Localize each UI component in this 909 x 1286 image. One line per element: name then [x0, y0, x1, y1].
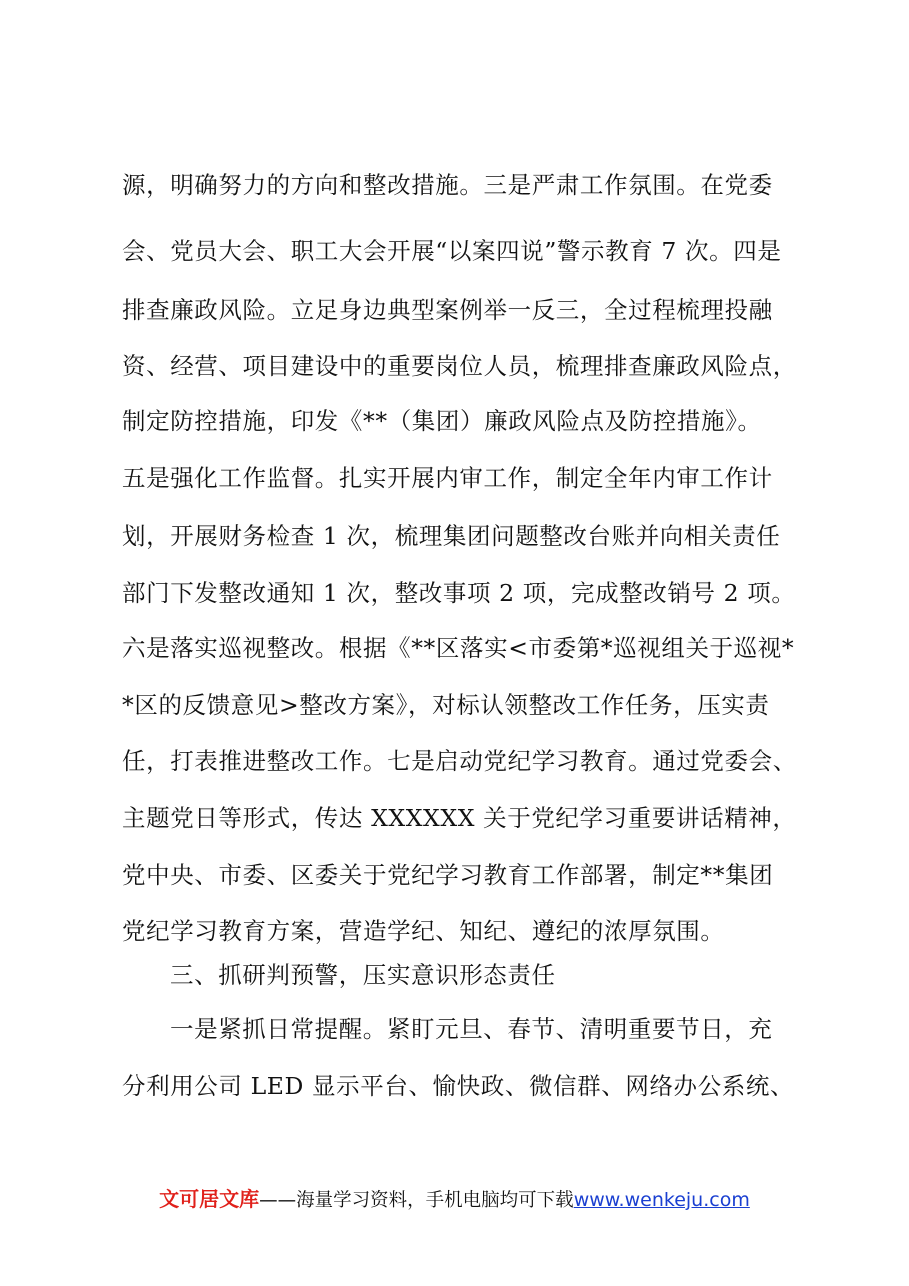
body-text-line: 分利用公司 LED 显示平台、愉快政、微信群、网络办公系统、 — [122, 1072, 795, 1100]
footer-brand: 文可居文库 — [159, 1187, 260, 1211]
body-text-line: 六是落实巡视整改。根据《**区落实<市委第*巡视组关于巡视* — [122, 634, 795, 662]
body-text-line: 源，明确努力的方向和整改措施。三是严肃工作氛围。在党委 — [122, 171, 773, 199]
body-text-line: 任，打表推进整改工作。七是启动党纪学习教育。通过党委会、 — [122, 747, 797, 775]
body-text-line: *区的反馈意见>整改方案》，对标认领整改工作任务，压实责 — [122, 691, 770, 719]
body-text-line: 排查廉政风险。立足身边典型案例举一反三，全过程梳理投融 — [122, 296, 773, 324]
body-text-line: 会、党员大会、职工大会开展“以案四说”警示教育 7 次。四是 — [122, 237, 782, 265]
section-heading: 三、抓研判预警，压实意识形态责任 — [170, 961, 556, 989]
body-text-line: 一是紧抓日常提醒。紧盯元旦、春节、清明重要节日，充 — [170, 1015, 773, 1043]
footer-slogan: ——海量学习资料，手机电脑均可下载 — [259, 1190, 574, 1211]
body-text-line: 制定防控措施，印发《**（集团）廉政风险点及防控措施》。 — [122, 407, 762, 435]
body-text-line: 党纪学习教育方案，营造学纪、知纪、遵纪的浓厚氛围。 — [122, 917, 725, 945]
body-text-line: 部门下发整改通知 1 次，整改事项 2 项，完成整改销号 2 项。 — [122, 579, 796, 607]
body-text-line: 党中央、市委、区委关于党纪学习教育工作部署，制定**集团 — [122, 861, 774, 889]
body-text-line: 划，开展财务检查 1 次，梳理集团问题整改台账并向相关责任 — [122, 522, 781, 550]
body-text-line: 主题党日等形式，传达 XXXXXX 关于党纪学习重要讲话精神， — [122, 804, 797, 832]
body-text-line: 资、经营、项目建设中的重要岗位人员，梳理排查廉政风险点， — [122, 352, 797, 380]
footer-url-link[interactable]: www.wenkeju.com — [573, 1189, 750, 1211]
footer-banner — [0, 1183, 909, 1212]
body-text-line: 五是强化工作监督。扎实开展内审工作，制定全年内审工作计 — [122, 464, 773, 492]
